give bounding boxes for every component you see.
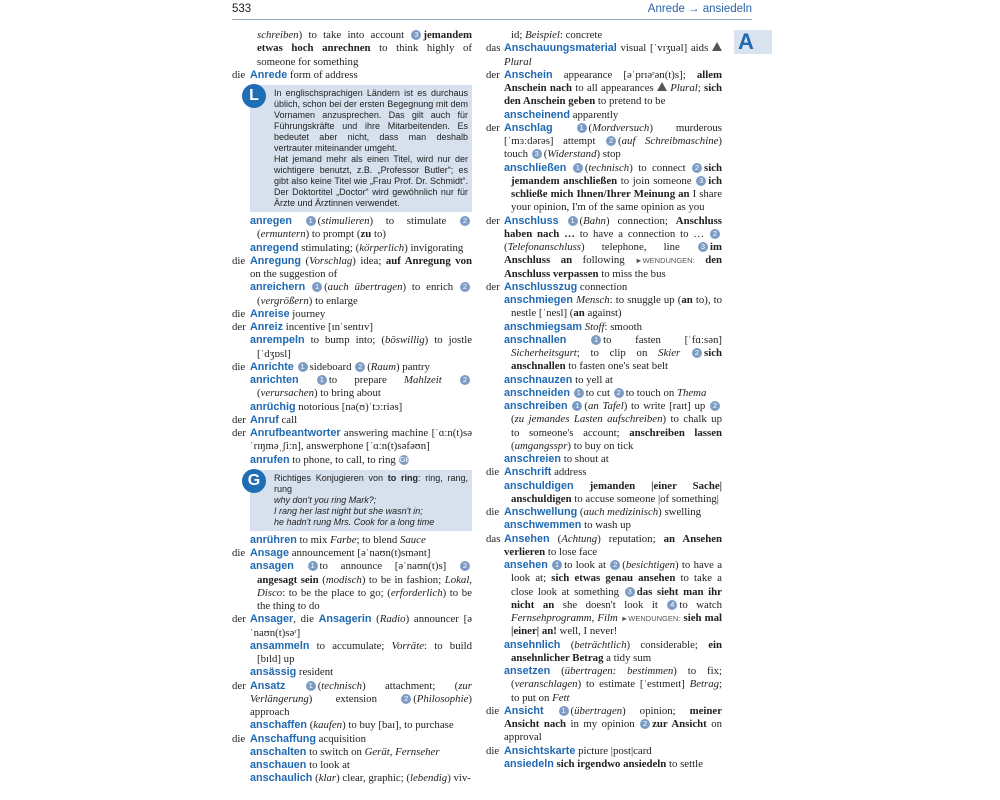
- dictionary-entry: die Anschrift address: [486, 466, 587, 479]
- dictionary-entry: die Anschwellung (auch medizinisch) swelling: [486, 506, 702, 518]
- article: der: [232, 321, 246, 333]
- headword: Anschrift: [504, 466, 552, 479]
- page-header: [232, 3, 752, 20]
- grammar-example: he hadn't rung Mrs. Cook for a long time: [274, 516, 435, 527]
- dictionary-entry: anschuldigen jemanden |einer Sache| anschuldigen to accuse someone |of something|: [504, 479, 723, 505]
- dictionary-entry: der Anschlag 1 (Mordversuch) murderous [ˈmɜːdərəs] attempt 2 (auf Schreibmaschine) touch 3 (Widerstand) stop: [486, 121, 723, 161]
- sense-number-icon: 2: [710, 229, 720, 239]
- sense-number-icon: 1: [552, 560, 562, 570]
- dictionary-entry: ansässig resident: [250, 666, 334, 679]
- right-column: [486, 29, 722, 771]
- dictionary-entry: schreiben) to take into account 3 jemandem etwas hoch anrechnen to think highly of someone for something: [257, 29, 472, 68]
- grammar-example: I rang her last night but she wasn't in;: [274, 505, 423, 516]
- dictionary-entry: anschauen to look at: [250, 759, 350, 771]
- sense-number-icon: 1: [577, 123, 587, 133]
- dictionary-entry: die Anregung (Vorschlag) idea; auf Anregung von on the suggestion of: [232, 254, 473, 280]
- sense-number-icon: 1: [317, 375, 327, 385]
- sense-number-icon: 2: [460, 561, 470, 571]
- dictionary-entry: anschmiegen Mensch: to snuggle up (an to), to nestle [ˈnesl] (an against): [504, 294, 722, 320]
- headword: anschaulich: [250, 772, 313, 785]
- info-box-paragraph: In englischsprachigen Ländern ist es durchaus üblich, schon bei der ersten Begegnung mit dem Vornamen anzusprechen. Das gilt auch für Führungskräfte und ihre Mitarbeitenden. Es bedeutet aber nicht, dass man deshalb vertrauter miteinander umgeht.: [274, 88, 468, 153]
- headword: anschreiben: [504, 400, 568, 412]
- headword: anscheinend: [504, 108, 570, 121]
- headword: Anreiz: [250, 321, 283, 333]
- article: der: [486, 68, 500, 81]
- dictionary-entry: der Anreiz incentive [ɪnˈsentɪv]: [232, 321, 373, 333]
- headword: anrüchig: [250, 400, 296, 413]
- grammar-box: [247, 470, 472, 531]
- dictionary-entry: anreichern 1 (auch übertragen) to enrich 2(vergrößern) to enlarge: [232, 281, 472, 308]
- headword: anschalten: [250, 745, 307, 758]
- headword: Anrufbeantworter: [250, 427, 341, 439]
- article: der: [232, 427, 246, 439]
- dictionary-entry: anscheinend apparently: [504, 108, 619, 121]
- info-box: [250, 85, 472, 212]
- running-head: Anrede → ansiedeln: [647, 3, 752, 15]
- headword: Anreise: [250, 307, 290, 320]
- dictionary-entry: ansehen 1 to look at 2 (besichtigen) to have a look at; sich etwas genau ansehen to take a close look at something 3 das sieht man ihr nicht an she doesn't look it 4 to watch Fernsehprogramm, Film ►WENDUNGEN: sieh mal |einer| an! well, I never!: [504, 559, 723, 638]
- headword: Ansagerin: [318, 613, 372, 626]
- sense-number-icon: 2: [610, 560, 620, 570]
- dictionary-entry: die Ansichtskarte picture |post|card: [486, 744, 652, 757]
- sense-number-icon: 1: [572, 401, 582, 411]
- article: der: [232, 413, 246, 426]
- headword: anschnauzen: [504, 373, 573, 386]
- dictionary-entry: anschneiden 1 to cut 2 to touch on Thema: [504, 386, 707, 399]
- dictionary-entry: das Anschauungsmaterial visual [ˈvɪʒuəl] aids Plural: [486, 42, 722, 69]
- article: die: [232, 254, 246, 267]
- article: die: [232, 68, 246, 81]
- dictionary-entry: der Anrufbeantworter answering machine [ˈɑːn(t)səˈrɪŋməˌʃiːn], answerphone [ˈɑːn(t)səfəʊn]: [232, 427, 472, 453]
- dictionary-entry: anrufen to phone, to call, to ring GB: [250, 453, 411, 466]
- dictionary-entry: der Anschluss 1 (Bahn) connection; Anschluss haben nach … to have a connection to … 2(Telefonanschluss) telephone, line 3 im Anschluss an following ►WENDUNGEN: den Anschluss verpassen to miss the bus: [486, 214, 723, 280]
- headword: Ansehen: [504, 532, 550, 545]
- sense-number-icon: 1: [568, 216, 578, 226]
- sense-number-icon: 1: [306, 681, 316, 691]
- article: die: [232, 547, 246, 559]
- headword: anschmiegen: [504, 294, 574, 306]
- dictionary-entry: der Anschlusszug connection: [486, 280, 628, 293]
- headword: anregen: [250, 215, 293, 227]
- sense-number-icon: 1: [574, 388, 584, 398]
- dictionary-entry: die Ansicht 1 (übertragen) opinion; meiner Ansicht nach in my opinion 2 zur Ansicht on approval: [486, 704, 723, 744]
- sense-number-icon: GB: [399, 454, 411, 464]
- dictionary-entry: anschmiegsam Stoff: smooth: [504, 320, 643, 333]
- dictionary-entry: ansiedeln sich irgendwo ansiedeln to settle: [504, 757, 703, 770]
- dictionary-entry: anrüchig notorious [nə(ʊ)ˈtɔːriəs]: [250, 400, 403, 413]
- headword: anregend: [250, 241, 299, 254]
- page-number: 533: [232, 3, 252, 15]
- article: das: [486, 532, 501, 545]
- sense-number-icon: 4: [667, 600, 677, 610]
- dictionary-entry: ansagen 1 to announce [əˈnaʊn(t)s] 2angesagt sein (modisch) to be in fashion; Lokal, Disco: to be the place to go; (erforderlich) to be the thing to do: [250, 560, 473, 612]
- dictionary-entry: ansetzen (übertragen: bestimmen) to fix; (veranschlagen) to estimate [ˈestɪmeɪt] Betrag; to put on Fett: [504, 665, 723, 704]
- article: das: [486, 42, 501, 55]
- article: die: [486, 704, 500, 717]
- sense-number-icon: 1: [591, 335, 601, 345]
- sense-number-icon: 1: [559, 706, 569, 716]
- sense-number-icon: 2: [710, 401, 720, 411]
- headword: anschauen: [250, 759, 307, 771]
- headword: ansetzen: [504, 665, 551, 677]
- headword: anschmiegsam: [504, 320, 583, 333]
- dictionary-entry: die Anreise journey: [232, 307, 326, 320]
- sense-number-icon: 1: [308, 561, 318, 571]
- headword: Anruf: [250, 413, 279, 426]
- headword: die: [300, 613, 314, 626]
- headword: ansammeln: [250, 639, 310, 652]
- dictionary-entry: das Ansehen (Achtung) reputation; an Ansehen verlieren to lose face: [486, 532, 723, 558]
- headword: anrufen: [250, 453, 290, 466]
- sense-number-icon: 2: [355, 362, 365, 372]
- article: die: [232, 360, 246, 373]
- headword: anschneiden: [504, 386, 570, 399]
- headword: anschnallen: [504, 333, 567, 346]
- headword: Ansage: [250, 547, 290, 559]
- sense-number-icon: 3: [625, 587, 635, 597]
- article: die: [232, 307, 246, 320]
- headword: Anrede: [250, 68, 288, 81]
- headword: Ansicht: [504, 704, 544, 717]
- sense-number-icon: 1: [312, 282, 322, 292]
- article: der: [486, 121, 500, 134]
- headword: Anschluss: [504, 214, 559, 227]
- grammar-example: why don't you ring Mark?;: [274, 494, 377, 505]
- sense-number-icon: 2: [614, 388, 624, 398]
- headword: Anschaffung: [250, 732, 316, 745]
- dictionary-entry: die Anrichte 1 sideboard 2 (Raum) pantry: [232, 360, 430, 373]
- dictionary-entry: der Ansager, die Ansagerin (Radio) announcer [əˈnaʊn(t)səʳ]: [232, 613, 473, 639]
- dictionary-entry: ansammeln to accumulate; Vorräte: to build [bɪld] up: [250, 639, 472, 665]
- article: der: [232, 679, 246, 692]
- headword: Ansichtskarte: [504, 744, 576, 757]
- dictionary-entry: anschnauzen to yell at: [504, 373, 613, 386]
- dictionary-entry: die Anschaffung acquisition: [232, 732, 367, 745]
- sense-number-icon: 1: [298, 362, 308, 372]
- dictionary-entry: ansehnlich (beträchtlich) considerable; ein ansehnlicher Betrag a tidy sum: [504, 638, 722, 664]
- dictionary-entry: anschaffen (kaufen) to buy [baɪ], to purchase: [250, 719, 454, 732]
- dictionary-entry: anrichten 1 to prepare Mahlzeit 2(verursachen) to bring about: [232, 374, 472, 401]
- sense-number-icon: 2: [460, 216, 470, 226]
- sense-number-icon: 2: [401, 694, 411, 704]
- sense-number-icon: 2: [692, 163, 702, 173]
- dictionary-entry: anschreiben 1 (an Tafel) to write [raɪt] up 2(zu jemandes Lasten aufschreiben) to chalk up to someone's account; anschreiben lassen (umgangsspr) to buy on tick: [504, 400, 723, 452]
- headword: Anschwellung: [504, 506, 578, 518]
- grammar-box-lead: Richtiges Konjugieren von to ring: ring, rang, rung: [274, 472, 468, 494]
- headword: ansiedeln: [504, 757, 554, 770]
- letter-thumb-tab: A: [734, 30, 772, 54]
- sense-number-icon: 1: [306, 216, 316, 226]
- dictionary-entry: anregend stimulating; (körperlich) invigorating: [250, 241, 464, 254]
- headword: Anschein: [504, 68, 553, 81]
- info-letter-icon: L: [242, 84, 266, 108]
- sense-number-icon: 3: [696, 176, 706, 186]
- sense-number-icon: 1: [573, 163, 583, 173]
- grammar-letter-icon: G: [242, 469, 266, 493]
- headword: anreichern: [250, 281, 306, 294]
- headword: Ansatz: [250, 679, 286, 692]
- headword: anrichten: [250, 374, 299, 386]
- dictionary-entry: der Anruf call: [232, 413, 298, 426]
- cross-reference: ►WENDUNGEN:: [635, 256, 695, 266]
- headword: ansässig: [250, 666, 297, 679]
- dictionary-entry: anrempeln to bump into; (böswillig) to jostle [ˈdʒɒsl]: [250, 334, 472, 360]
- left-column: [232, 29, 472, 786]
- dictionary-entry: anregen 1 (stimulieren) to stimulate 2(ermuntern) to prompt (zu to): [232, 215, 472, 242]
- sense-number-icon: 2: [692, 348, 702, 358]
- info-box-paragraph: Hat jemand mehr als einen Titel, wird nur der wichtigere benutzt, z.B. „Professor Butler“; es gibt also keine Titel wie „Frau Prof. Dr. Schmidt“. Der Doktortitel „Doctor“ wird gewöhnlich nur für Ärzte und Ärztinnen verwendet.: [274, 154, 468, 208]
- dictionary-entry: anschwemmen to wash up: [504, 519, 631, 532]
- sense-number-icon: 3: [698, 242, 708, 252]
- dictionary-entry: anschalten to switch on Gerät, Fernseher: [250, 745, 440, 758]
- dictionary-entry: der Anschein appearance [əˈprɪəʳən(t)s]; allem Anschein nach to all appearances Plural; sich den Anschein geben to pretend to be: [486, 68, 723, 108]
- headword: anrühren: [250, 533, 297, 546]
- article: der: [486, 214, 500, 227]
- headword: Anregung: [250, 254, 301, 267]
- dictionary-entry: anschließen 1 (technisch) to connect 2 sich jemandem anschließen to join someone 3 ich schließe mich Ihnen/Ihrer Meinung an I share your opinion, I'm of the same opinion as you: [504, 161, 722, 214]
- dictionary-entry: anschaulich (klar) clear, graphic; (lebendig) viv-: [250, 772, 471, 785]
- headword: anschaffen: [250, 719, 307, 732]
- sense-number-icon: 3: [532, 149, 542, 159]
- headword: anschuldigen: [504, 479, 574, 492]
- article: die: [486, 466, 500, 479]
- article: die: [232, 732, 246, 745]
- headword: Anschauungsmaterial: [504, 42, 617, 55]
- sense-number-icon: 2: [460, 282, 470, 292]
- dictionary-entry: anrühren to mix Farbe; to blend Sauce: [250, 533, 426, 546]
- headword: anschließen: [504, 161, 567, 174]
- sense-number-icon: 2: [460, 375, 470, 385]
- headword: Anschlag: [504, 121, 553, 134]
- headword: ansehnlich: [504, 638, 561, 651]
- headword: anschwemmen: [504, 519, 582, 532]
- article: die: [486, 744, 500, 757]
- cross-reference: ►WENDUNGEN:: [620, 614, 681, 623]
- headword: Ansager: [250, 613, 294, 626]
- dictionary-entry: die Ansage announcement [əˈnaʊn(t)smənt]: [232, 547, 431, 559]
- article: der: [232, 613, 246, 626]
- sense-number-icon: 2: [606, 136, 616, 146]
- headword: ansehen: [504, 559, 548, 571]
- headword: Anschlusszug: [504, 280, 578, 293]
- warning-triangle-icon: [657, 82, 667, 91]
- headword: Anrichte: [250, 360, 294, 373]
- article: die: [486, 506, 500, 518]
- article: der: [486, 280, 500, 293]
- headword: ansagen: [250, 560, 294, 573]
- dictionary-entry: id; Beispiel: concrete: [511, 29, 603, 41]
- dictionary-entry: anschreien to shout at: [504, 453, 609, 465]
- headword: anschreien: [504, 453, 562, 465]
- dictionary-entry: anschnallen 1 to fasten [ˈfɑːsən] Sicherheitsgurt; to clip on Skier 2 sich anschnallen to fasten one's seat belt: [504, 333, 723, 373]
- warning-triangle-icon: [712, 42, 722, 51]
- sense-number-icon: 3: [411, 30, 421, 40]
- dictionary-entry: der Ansatz 1 (technisch) attachment; (zur Verlängerung) extension 2 (Philosophie) approach: [232, 679, 472, 718]
- sense-number-icon: 2: [640, 719, 650, 729]
- dictionary-entry: die Anrede form of address: [232, 68, 358, 81]
- headword: anrempeln: [250, 334, 305, 347]
